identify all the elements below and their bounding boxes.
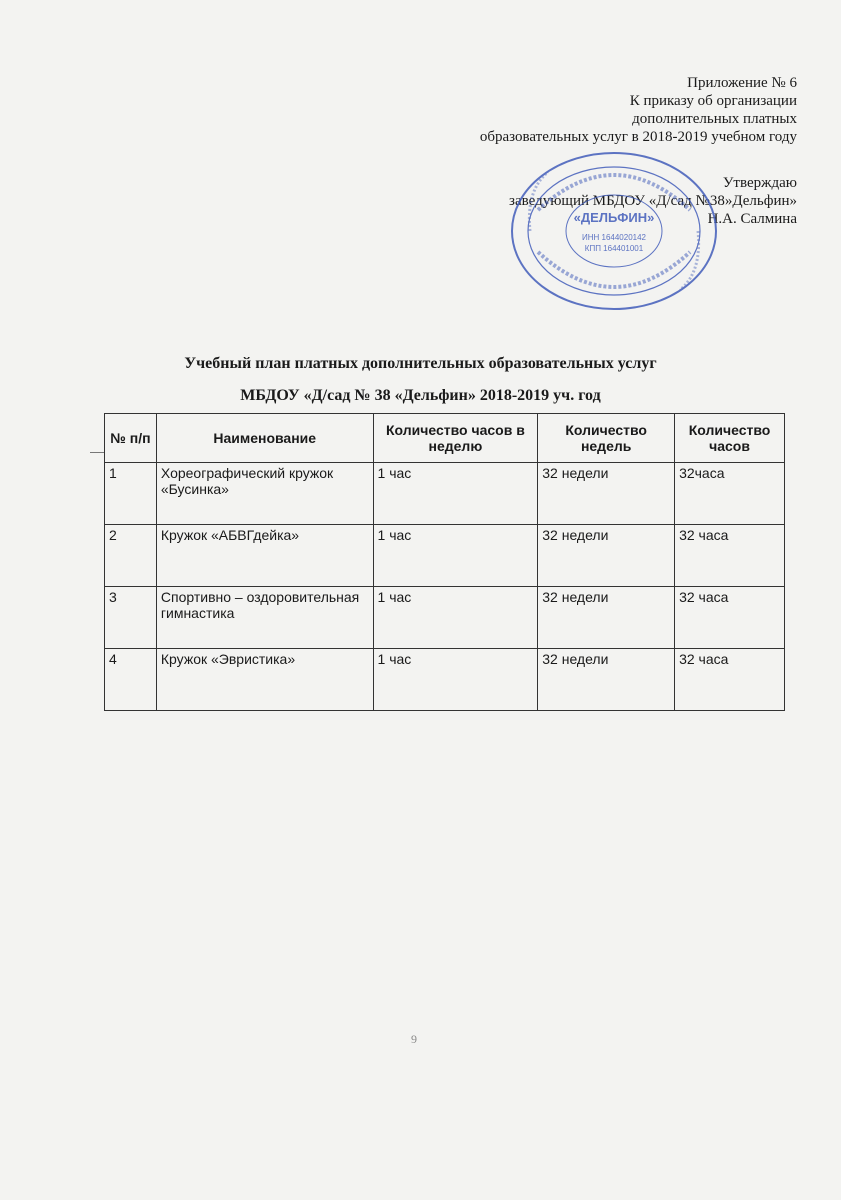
cell-number: 2 (105, 525, 157, 587)
cell-total-hours: 32 часа (675, 649, 785, 711)
cell-name: Хореографический кружок «Бусинка» (156, 463, 373, 525)
cell-total-hours: 32часа (675, 463, 785, 525)
column-header-hours-per-week: Количество часов в неделю (373, 414, 538, 463)
cell-weeks: 32 недели (538, 463, 675, 525)
cell-total-hours: 32 часа (675, 587, 785, 649)
page-mark: 9 (411, 1032, 417, 1046)
stamp-kpp: КПП 164401001 (584, 244, 644, 253)
approval-line: заведующий МБДОУ «Д/сад №38»Дельфин» (509, 193, 797, 209)
column-header-number: № п/п (105, 414, 157, 463)
cell-hours-per-week: 1 час (373, 525, 538, 587)
table-header-row (105, 414, 785, 463)
cell-name: Кружок «Эвристика» (156, 649, 373, 711)
appendix-line: К приказу об организации (629, 93, 797, 109)
appendix-line: дополнительных платных (632, 111, 797, 127)
plan-title: Учебный план платных дополнительных образовательных услуг (184, 355, 657, 372)
stamp-inn: ИНН 1644020142 (581, 233, 647, 242)
appendix-line: Приложение № 6 (687, 75, 797, 91)
cell-number: 3 (105, 587, 157, 649)
cell-name: Спортивно – оздоровительная гимнастика (156, 587, 373, 649)
cell-hours-per-week: 1 час (373, 649, 538, 711)
plan-subtitle: МБДОУ «Д/сад № 38 «Дельфин» 2018-2019 уч. год (240, 387, 601, 404)
table-row (105, 587, 785, 649)
cell-hours-per-week: 1 час (373, 587, 538, 649)
stamp-center-name: «ДЕЛЬФИН» (573, 210, 655, 225)
cell-total-hours: 32 часа (675, 525, 785, 587)
appendix-line: образовательных услуг в 2018-2019 учебном году (479, 129, 797, 145)
cell-name: Кружок «АБВГдейка» (156, 525, 373, 587)
table-row (105, 463, 785, 525)
column-header-total-hours: Количество часов (675, 414, 785, 463)
official-stamp (508, 150, 720, 312)
cell-weeks: 32 недели (538, 649, 675, 711)
approval-line: Н.А. Салмина (707, 211, 797, 227)
appendix-header (480, 74, 797, 146)
cell-number: 1 (105, 463, 157, 525)
cell-weeks: 32 недели (538, 587, 675, 649)
cell-weeks: 32 недели (538, 525, 675, 587)
table-row (105, 649, 785, 711)
curriculum-table (104, 413, 785, 711)
approval-line: Утверждаю (722, 175, 797, 191)
cell-hours-per-week: 1 час (373, 463, 538, 525)
column-header-weeks: Количество недель (538, 414, 675, 463)
margin-mark (90, 452, 104, 453)
column-header-name: Наименование (156, 414, 373, 463)
table-row (105, 525, 785, 587)
cell-number: 4 (105, 649, 157, 711)
